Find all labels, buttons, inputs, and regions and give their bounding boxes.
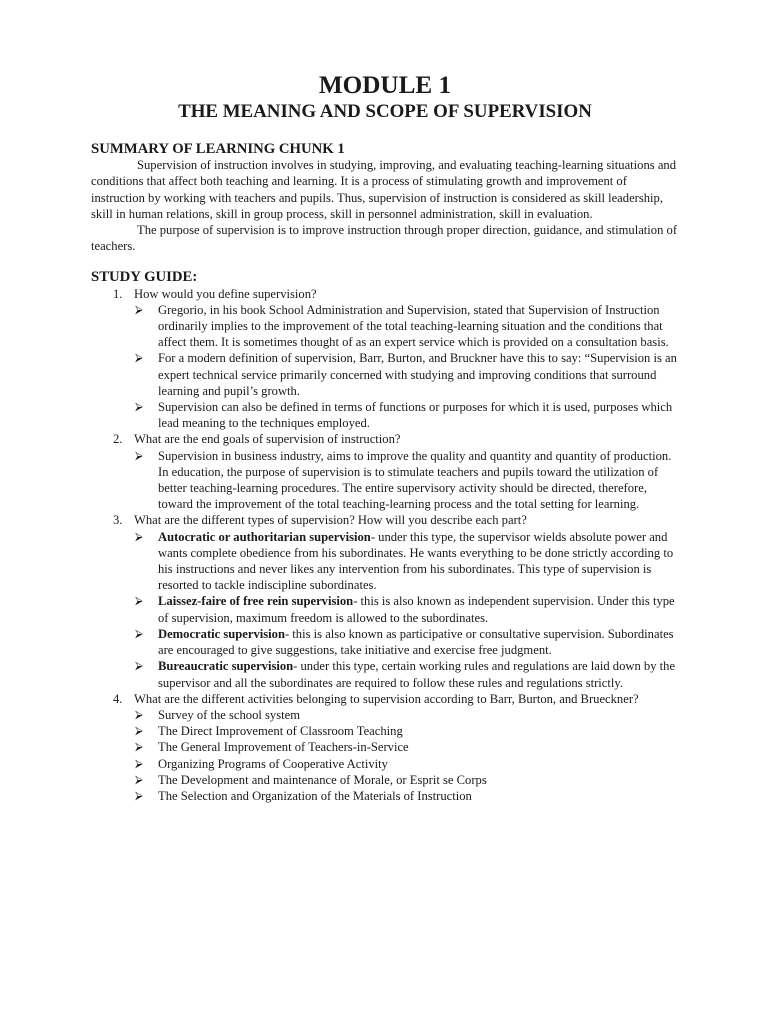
supervision-type-term: Bureaucratic supervision <box>158 659 294 674</box>
answer-text: - this is also known as independent supervision. Under this type of supervision, maximum freedom is allowed to the subordinates. <box>158 594 675 625</box>
answer-text: For a modern definition of supervision, Barr, Burton, and Bruckner have this to say: “Supervision is an expert technical service primarily concerned with studying and improving conditions that surround learning and pupil’s growth. <box>158 351 677 398</box>
arrowhead-bullet-icon: ⮚ <box>135 707 143 721</box>
answer-text: - under this type, certain working rules and regulations are laid down by the supervisor and all the subordinates are required to follow these rules and regulations strictly. <box>158 659 676 690</box>
question-item <box>91 691 679 804</box>
arrowhead-bullet-icon: ⮚ <box>135 772 143 786</box>
question-number: 2. <box>113 432 123 447</box>
answer-item <box>134 707 679 723</box>
arrowhead-bullet-icon: ⮚ <box>135 756 143 770</box>
answer-text: Organizing Programs of Cooperative Activity <box>158 756 388 771</box>
question-item <box>91 286 679 432</box>
arrowhead-bullet-icon: ⮚ <box>135 594 143 608</box>
arrowhead-bullet-icon: ⮚ <box>135 788 143 802</box>
arrowhead-bullet-icon: ⮚ <box>135 351 143 365</box>
summary-section <box>91 141 679 254</box>
answer-item <box>134 399 679 431</box>
summary-paragraph: The purpose of supervision is to improve instruction through proper direction, guidance, and stimulation of teachers. <box>91 223 678 254</box>
answer-text: Survey of the school system <box>158 707 301 722</box>
answer-text: The Development and maintenance of Morale, or Esprit se Corps <box>158 772 487 787</box>
question-text: What are the end goals of supervision of instruction? <box>134 432 401 447</box>
answer-list <box>134 707 679 804</box>
answer-text: Supervision in business industry, aims to improve the quality and quantity and quantity of production. In education, the purpose of supervision is to stimulate teachers and pupils toward the utilization of better teaching-learning procedures. The entire supervisory activity should be directed, therefore, toward the improvement of the total teaching-learning process and the total setting for learning. <box>158 448 672 512</box>
arrowhead-bullet-icon: ⮚ <box>135 400 143 414</box>
answer-item <box>134 350 679 399</box>
module-title: MODULE 1 <box>318 72 452 99</box>
answer-item <box>134 772 679 788</box>
question-list <box>91 286 679 805</box>
answer-item <box>134 723 679 739</box>
answer-item <box>134 448 679 513</box>
question-number: 4. <box>113 691 123 706</box>
question-number: 1. <box>113 286 123 301</box>
answer-item <box>134 593 679 625</box>
answer-item <box>134 626 679 658</box>
question-text: What are the different types of supervision? How will you describe each part? <box>134 513 527 528</box>
answer-text: The General Improvement of Teachers-in-Service <box>158 740 409 755</box>
answer-text: The Selection and Organization of the Materials of Instruction <box>158 788 472 803</box>
arrowhead-bullet-icon: ⮚ <box>135 740 143 754</box>
answer-text: Supervision can also be defined in terms of functions or purposes for which it is used, purposes which lead meaning to the techniques employed. <box>158 400 673 431</box>
question-text: What are the different activities belonging to supervision according to Barr, Burton, and Brueckner? <box>134 691 639 706</box>
answer-item <box>134 529 679 594</box>
answer-item <box>134 756 679 772</box>
answer-item <box>134 739 679 755</box>
summary-heading: SUMMARY OF LEARNING CHUNK 1 <box>91 141 345 157</box>
arrowhead-bullet-icon: ⮚ <box>135 626 143 640</box>
answer-list <box>134 529 679 691</box>
answer-text: - this is also known as participative or consultative supervision. Subordinates are encouraged to give suggestions, take initiative and exercise free judgment. <box>158 626 674 658</box>
answer-item <box>134 302 679 351</box>
arrowhead-bullet-icon: ⮚ <box>135 529 143 543</box>
answer-text: Gregorio, in his book School Administration and Supervision, stated that Supervision of Instruction ordinarily implies to the improvement of the total teaching-learning situation and the conditions that affect them. It is sometimes thought of as an expert service which is provided on a consultation basis. <box>158 302 669 350</box>
question-number: 3. <box>113 513 123 528</box>
study-guide-section <box>91 269 679 804</box>
summary-paragraph: Supervision of instruction involves in studying, improving, and evaluating teaching-learning situations and conditions that affect both teaching and learning. It is a process of stimulating growth and improvement of instruction by working with teachers and pupils. Thus, supervision of instruction is considered as skill leadership, skill in human relations, skill in group process, skill in personnel administration, skill in evaluation. <box>91 158 676 221</box>
question-text: How would you define supervision? <box>134 286 317 301</box>
question-item <box>91 512 679 690</box>
arrowhead-bullet-icon: ⮚ <box>135 448 143 462</box>
page-title: THE MEANING AND SCOPE OF SUPERVISION <box>178 101 592 122</box>
arrowhead-bullet-icon: ⮚ <box>135 302 143 316</box>
answer-text: The Direct Improvement of Classroom Teaching <box>158 724 403 739</box>
document-page <box>91 72 679 804</box>
answer-item <box>134 658 679 690</box>
supervision-type-term: Democratic supervision <box>158 626 285 641</box>
answer-item <box>134 788 679 804</box>
study-guide-heading: STUDY GUIDE: <box>91 269 198 286</box>
answer-list <box>134 302 679 432</box>
answer-list <box>134 448 679 513</box>
answer-text: - under this type, the supervisor wields absolute power and wants complete obedience from his subordinates. He wants everything to be done strictly according to his instructions and never likes any intervention from his subordinates. This type of supervision is resorted to tackle indiscipline subordinates. <box>158 529 674 593</box>
supervision-type-term: Laissez-faire of free rein supervision <box>158 594 354 609</box>
supervision-type-term: Autocratic or authoritarian supervision <box>158 529 371 544</box>
arrowhead-bullet-icon: ⮚ <box>135 724 143 738</box>
arrowhead-bullet-icon: ⮚ <box>135 659 143 673</box>
question-item <box>91 431 679 512</box>
